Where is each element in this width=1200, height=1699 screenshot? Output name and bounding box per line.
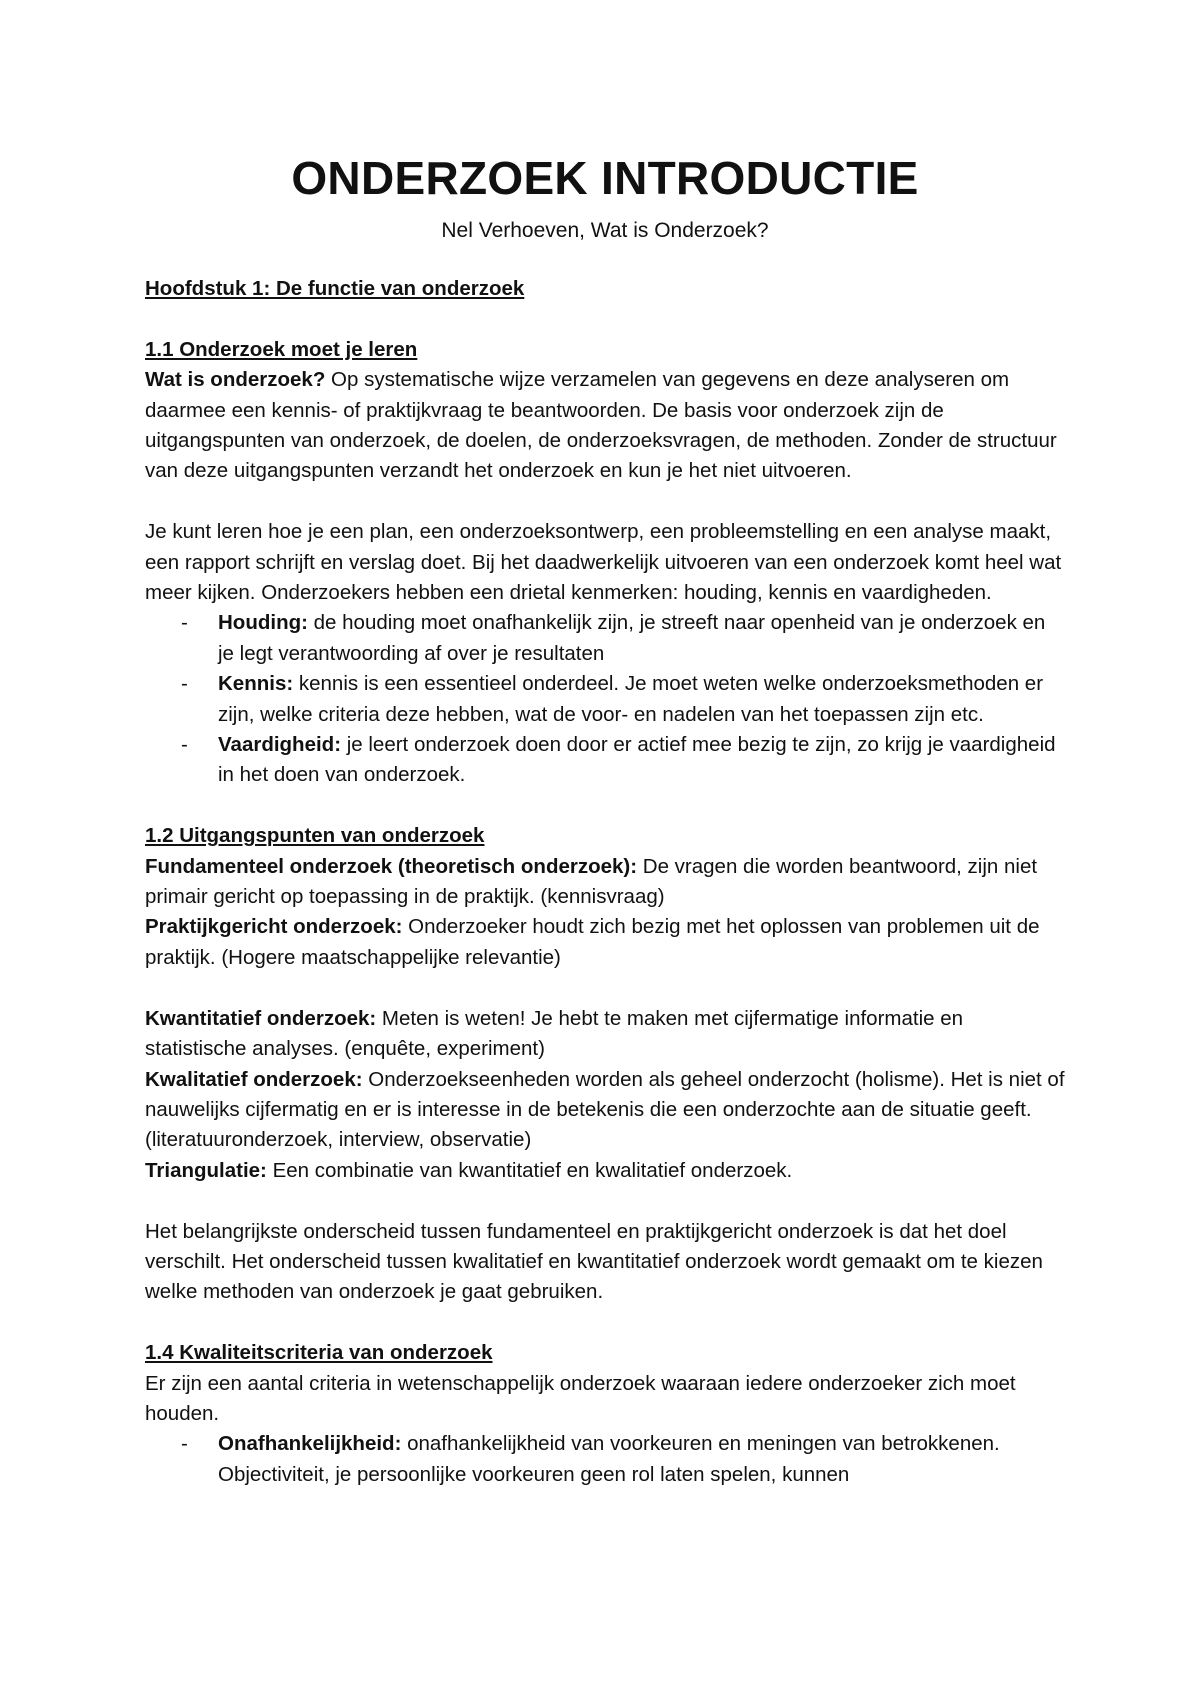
text-houding: de houding moet onafhankelijk zijn, je streeft naar openheid van je onderzoek en je legt verantwoording af over je resultaten [218,611,1046,665]
blank-line [145,487,1065,517]
term-houding: Houding: [218,611,308,635]
blank-line [145,304,1065,334]
text-praktijkgericht: Onderzoeker houdt zich bezig met het oplossen van problemen uit de praktijk. (Hogere maatschappelijke relevantie) [145,915,1040,969]
paragraph-fundamenteel [145,852,1065,913]
paragraph-triangulatie [145,1156,1065,1186]
paragraph-kwalitatief [145,1065,1065,1156]
text-onafhankelijkheid: onafhankelijkheid van voorkeuren en meningen van betrokkenen. Objectiviteit, je persoonlijke voorkeuren geen rol laten spelen, kunnen [218,1432,1000,1486]
term-fundamenteel: Fundamenteel onderzoek (theoretisch onderzoek): [145,854,638,878]
text-kennis: kennis is een essentieel onderdeel. Je moet weten welke onderzoeksmethoden er zijn, welke criteria deze hebben, wat de voor- en nadelen van het toepassen zijn etc. [218,672,1044,726]
text-kwalitatief: Onderzoekseenheden worden als geheel onderzocht (holisme). Het is niet of nauwelijks cijfermatig en er is interesse in de betekenis die een onderzochte aan de situatie geeft. (literatuuronderzoek, interview, observatie) [145,1067,1065,1152]
term-kwantitatief: Kwantitatief onderzoek: [145,1006,377,1030]
list-item-kennis [145,669,1065,730]
term-wat-is-onderzoek: Wat is onderzoek? [145,368,326,392]
section-heading-1-1: 1.1 Onderzoek moet je leren [145,337,418,361]
term-vaardigheid: Vaardigheid: [218,733,342,757]
term-kennis: Kennis: [218,672,294,696]
text-kwantitatief: Meten is weten! Je hebt te maken met cijfermatige informatie en statistische analyses. (enquête, experiment) [145,1006,964,1061]
document-page [145,150,1065,1490]
term-kwalitatief: Kwalitatief onderzoek: [145,1067,363,1091]
dash-bullet: - [181,1432,188,1456]
term-triangulatie: Triangulatie: [145,1158,267,1182]
blank-line [145,1186,1065,1216]
text-vaardigheid: je leert onderzoek doen door er actief mee bezig te zijn, zo krijg je vaardigheid in het doen van onderzoek. [218,733,1056,787]
chapter-heading: Hoofdstuk 1: De functie van onderzoek [145,277,525,300]
blank-line [145,1308,1065,1338]
paragraph-praktijkgericht [145,912,1065,973]
paragraph-leren: Je kunt leren hoe je een plan, een onderzoeksontwerp, een probleemstelling en een analyse maakt, een rapport schrijft en verslag doet. Bij het daadwerkelijk uitvoeren van een onderzoek komt heel wat meer kijken. Onderzoekers hebben een drietal kenmerken: houding, kennis en vaardigheden. [145,520,1062,605]
text-triangulatie: Een combinatie van kwantitatief en kwalitatief onderzoek. [266,1158,793,1182]
section-heading-1-2: 1.2 Uitgangspunten van onderzoek [145,824,485,848]
document-title: ONDERZOEK INTRODUCTIE [291,152,919,204]
text-wat-is-onderzoek: Op systematische wijze verzamelen van gegevens en deze analyseren om daarmee een kennis- of praktijkvraag te beantwoorden. De basis voor onderzoek zijn de uitgangspunten van onderzoek, de doelen, de onderzoeksvragen, de methoden. Zonder de structuur van deze uitgangspunten verzandt het onderzoek en kun je het niet uitvoeren. [145,368,1057,483]
dash-bullet: - [181,611,188,635]
list-item-vaardigheid [145,730,1065,791]
paragraph-criteria-intro: Er zijn een aantal criteria in wetenschappelijk onderzoek waaraan iedere onderzoeker zich moet houden. [145,1371,1016,1425]
paragraph-onderscheid: Het belangrijkste onderscheid tussen fundamenteel en praktijkgericht onderzoek is dat het doel verschilt. Het onderscheid tussen kwalitatief en kwantitatief onderzoek wordt gemaakt om te kiezen welke methoden van onderzoek je gaat gebruiken. [145,1219,1043,1304]
list-item-houding [145,608,1065,669]
kenmerken-list [145,608,1065,790]
paragraph-wat-is-onderzoek [145,365,1065,487]
paragraph-kwantitatief [145,1004,1065,1065]
dash-bullet: - [181,733,188,757]
list-item-onafhankelijkheid [145,1429,1065,1490]
blank-line [145,791,1065,821]
blank-line [145,973,1065,1003]
term-onafhankelijkheid: Onafhankelijkheid: [218,1432,402,1456]
text-fundamenteel: De vragen die worden beantwoord, zijn niet primair gericht op toepassing in de praktijk. (kennisvraag) [145,854,1038,909]
dash-bullet: - [181,672,188,696]
document-subtitle: Nel Verhoeven, Wat is Onderzoek? [441,219,769,242]
term-praktijkgericht: Praktijkgericht onderzoek: [145,915,403,939]
criteria-list [145,1429,1065,1490]
section-heading-1-4: 1.4 Kwaliteitscriteria van onderzoek [145,1341,493,1365]
